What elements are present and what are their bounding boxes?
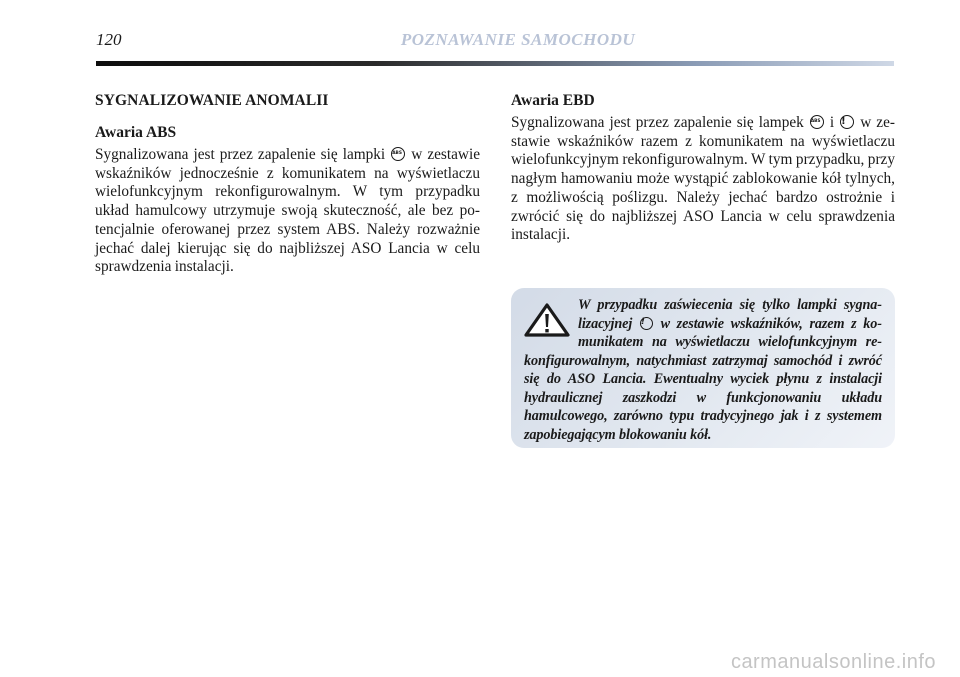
section-heading: SYGNALIZOWANIE ANOMALII xyxy=(95,92,329,109)
right-column xyxy=(511,92,895,245)
ebd-failure-paragraph xyxy=(511,114,895,245)
warning-text-part2: w zestawie wskaźników, razem z komunikatem na wyświetlaczu wielofunkcyjnym rekonfigurowalnym, natychmiast zatrzymaj samochód i zwróć się do ASO Lancia. Ewentualny wyciek płynu z instalacji hydraulicznej zaszkodzi w funkcjonowaniu układu hamulcowego, zarówno typu tradycyjnego jak i z systemem zapobiegającym blokowaniu kół. xyxy=(524,315,882,443)
abs-warning-lamp-icon xyxy=(810,115,824,129)
abs-failure-heading: Awaria ABS xyxy=(95,124,177,141)
watermark: carmanualsonline.info xyxy=(730,651,936,673)
page-number: 120 xyxy=(96,30,122,49)
ebd-text-part1: Sygnalizowana jest przez zapalenie się lampek xyxy=(511,114,809,131)
ebd-failure-heading: Awaria EBD xyxy=(511,92,595,109)
abs-text-after-icon: w zestawie wskaźników jednocześnie z komunikatem na wyświetlaczu wielofunkcyjnym rekonfigurowalnym. W tym przypadku układ hamulcowy utrzymuje swoją skuteczność, ale bez potencjalnie oferowanej przez system ABS. Należy rozważnie jechać dalej kierując się do najbliższej ASO Lancia w celu sprawdzenia instalacji. xyxy=(95,146,480,276)
left-column xyxy=(95,92,480,277)
warning-text-part1: W przypadku zaświecenia się tylko lampki sygnalizacyjnej xyxy=(578,297,882,332)
header-rule xyxy=(96,61,894,66)
warning-triangle-icon xyxy=(524,303,570,337)
ebd-conjunction: i xyxy=(824,114,840,131)
ebd-text-part2: w zestawie wskaźników razem z komunikatem na wyświetlaczu wielofunkcyjnym rekonfigurowalnym. W tym przypadku, przy nagłym hamowaniu może wystąpić zablokowanie kół tylnych, z możliwością poślizgu. Należy jechać bardzo ostrożnie i zwrócić się do najbliższej ASO Lancia w celu sprawdzenia instalacji. xyxy=(511,114,895,244)
abs-text-before-icon: Sygnalizowana jest przez zapalenie się lampki xyxy=(95,146,391,163)
warning-text xyxy=(524,296,882,444)
abs-failure-paragraph xyxy=(95,146,480,277)
running-header: POZNAWANIE SAMOCHODU xyxy=(400,30,636,49)
brake-warning-lamp-icon xyxy=(640,317,653,330)
warning-box xyxy=(511,288,895,448)
brake-warning-lamp-icon xyxy=(840,115,854,129)
abs-warning-lamp-icon xyxy=(391,147,405,161)
